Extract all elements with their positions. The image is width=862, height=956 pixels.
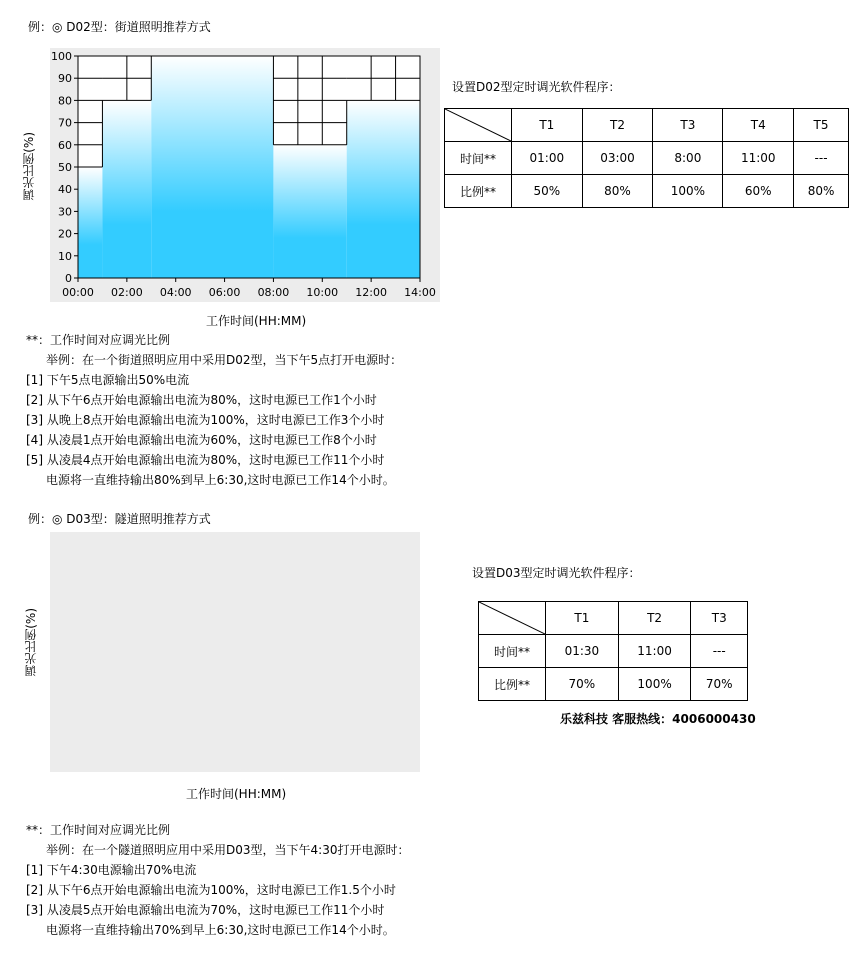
time-cell: 11:00 xyxy=(723,142,794,175)
note-tail: 电源将一直维持输出80%到早上6:30,这时电源已工作14个小时。 xyxy=(46,473,395,487)
program-table-d03 xyxy=(478,601,748,701)
x-tick-label: 08:00 xyxy=(257,286,290,299)
percent-cell: 100% xyxy=(653,175,723,208)
y-tick-label: 30 xyxy=(58,205,72,219)
chart-panel-d03 xyxy=(50,532,420,772)
note-item: [1] 下午5点电源输出50%电流 xyxy=(26,373,190,387)
table-header-t3: T3 xyxy=(653,109,723,142)
note-item: [4] 从凌晨1点开始电源输出电流为60%，这时电源已工作8个小时 xyxy=(26,433,377,447)
notes-d02 xyxy=(26,330,402,490)
note-example: 举例：在一个街道照明应用中采用D02型，当下午5点打开电源时： xyxy=(46,353,403,367)
table-header-row xyxy=(445,109,849,142)
row-label-percent: 比例** xyxy=(479,668,546,701)
table-row-percent xyxy=(479,668,748,701)
note-legend: **：工作时间对应调光比例 xyxy=(26,823,171,837)
x-tick-label: 02:00 xyxy=(111,286,143,299)
y-tick-label: 20 xyxy=(58,227,72,241)
note-tail: 电源将一直维持输出70%到早上6:30,这时电源已工作14个小时。 xyxy=(46,923,395,937)
y-tick-label: 70 xyxy=(58,116,72,130)
time-cell: 8:00 xyxy=(653,142,723,175)
percent-cell: 80% xyxy=(582,175,653,208)
time-cell: 01:30 xyxy=(546,635,619,668)
row-label-time: 时间** xyxy=(445,142,512,175)
percent-cell: 80% xyxy=(794,175,849,208)
table-header-t5: T5 xyxy=(794,109,849,142)
x-tick-label: 04:00 xyxy=(159,286,192,299)
table-row-time xyxy=(445,142,849,175)
y-tick-label: 40 xyxy=(58,183,72,197)
step-bar-4 xyxy=(273,145,346,278)
percent-cell: 100% xyxy=(618,668,691,701)
y-tick-label: 80 xyxy=(58,94,72,108)
section-title-d02: 例：◎ D02型：街道照明推荐方式 xyxy=(28,20,211,34)
program-table-d02 xyxy=(444,108,849,208)
time-cell: --- xyxy=(794,142,849,175)
table-header-t4: T4 xyxy=(723,109,794,142)
y-tick-label: 60 xyxy=(58,138,72,152)
time-cell: --- xyxy=(691,635,748,668)
y-axis-label-d02: 调光比例(%) xyxy=(22,132,36,201)
y-axis-label-d03: 调光比例(%) xyxy=(24,608,38,677)
note-item: [2] 从下午6点开始电源输出电流为80%，这时电源已工作1个小时 xyxy=(26,393,377,407)
note-legend: **：工作时间对应调光比例 xyxy=(26,333,171,347)
step-bar-1 xyxy=(78,167,102,278)
note-item: [1] 下午4:30电源输出70%电流 xyxy=(26,863,197,877)
hotline-footer: 乐兹科技 客服热线：4006000430 xyxy=(560,712,756,726)
x-tick-label: 06:00 xyxy=(208,286,241,299)
x-tick-label: 14:00 xyxy=(404,286,436,299)
row-label-time: 时间** xyxy=(479,635,546,668)
step-bar-3 xyxy=(151,56,273,278)
table-header-row xyxy=(479,602,748,635)
diagonal-corner-cell xyxy=(479,602,546,635)
note-item: [3] 从凌晨5点开始电源输出电流为70%，这时电源已工作11个小时 xyxy=(26,903,385,917)
step-bar-2 xyxy=(102,100,151,278)
program-title-d03: 设置D03型定时调光软件程序： xyxy=(472,566,641,580)
x-tick-label: 12:00 xyxy=(355,286,387,299)
table-header-t1: T1 xyxy=(546,602,619,635)
note-item: [5] 从凌晨4点开始电源输出电流为80%，这时电源已工作11个小时 xyxy=(26,453,385,467)
percent-cell: 50% xyxy=(512,175,583,208)
diagonal-corner-cell xyxy=(445,109,512,142)
table-row-percent xyxy=(445,175,849,208)
time-cell: 03:00 xyxy=(582,142,653,175)
note-item: [2] 从下午6点开始电源输出电流为100%，这时电源已工作1.5个小时 xyxy=(26,883,396,897)
note-item: [3] 从晚上8点开始电源输出电流为100%，这时电源已工作3个小时 xyxy=(26,413,385,427)
y-tick-label: 10 xyxy=(58,249,72,263)
y-tick-label: 50 xyxy=(58,161,72,174)
x-tick-label: 00:00 xyxy=(62,286,94,299)
note-example: 举例：在一个隧道照明应用中采用D03型，当下午4:30打开电源时： xyxy=(46,843,410,857)
table-header-t2: T2 xyxy=(582,109,653,142)
notes-d03 xyxy=(26,820,409,940)
percent-cell: 70% xyxy=(691,668,748,701)
y-tick-label: 90 xyxy=(58,72,72,86)
y-tick-label: 100 xyxy=(51,50,72,63)
time-cell: 01:00 xyxy=(512,142,583,175)
percent-cell: 60% xyxy=(723,175,794,208)
x-tick-label: 10:00 xyxy=(306,286,339,299)
table-row-time xyxy=(479,635,748,668)
x-axis-label-d02: 工作时间(HH:MM) xyxy=(206,314,307,328)
step-bar-5 xyxy=(347,100,420,278)
table-header-t2: T2 xyxy=(618,602,691,635)
row-label-percent: 比例** xyxy=(445,175,512,208)
table-header-t1: T1 xyxy=(512,109,583,142)
percent-cell: 70% xyxy=(546,668,619,701)
x-axis-label-d03: 工作时间(HH:MM) xyxy=(186,787,287,801)
section-title-d03: 例：◎ D03型：隧道照明推荐方式 xyxy=(28,512,211,526)
program-title-d02: 设置D02型定时调光软件程序： xyxy=(452,80,621,94)
time-cell: 11:00 xyxy=(618,635,691,668)
table-header-t3: T3 xyxy=(691,602,748,635)
y-tick-label: 0 xyxy=(65,272,72,285)
